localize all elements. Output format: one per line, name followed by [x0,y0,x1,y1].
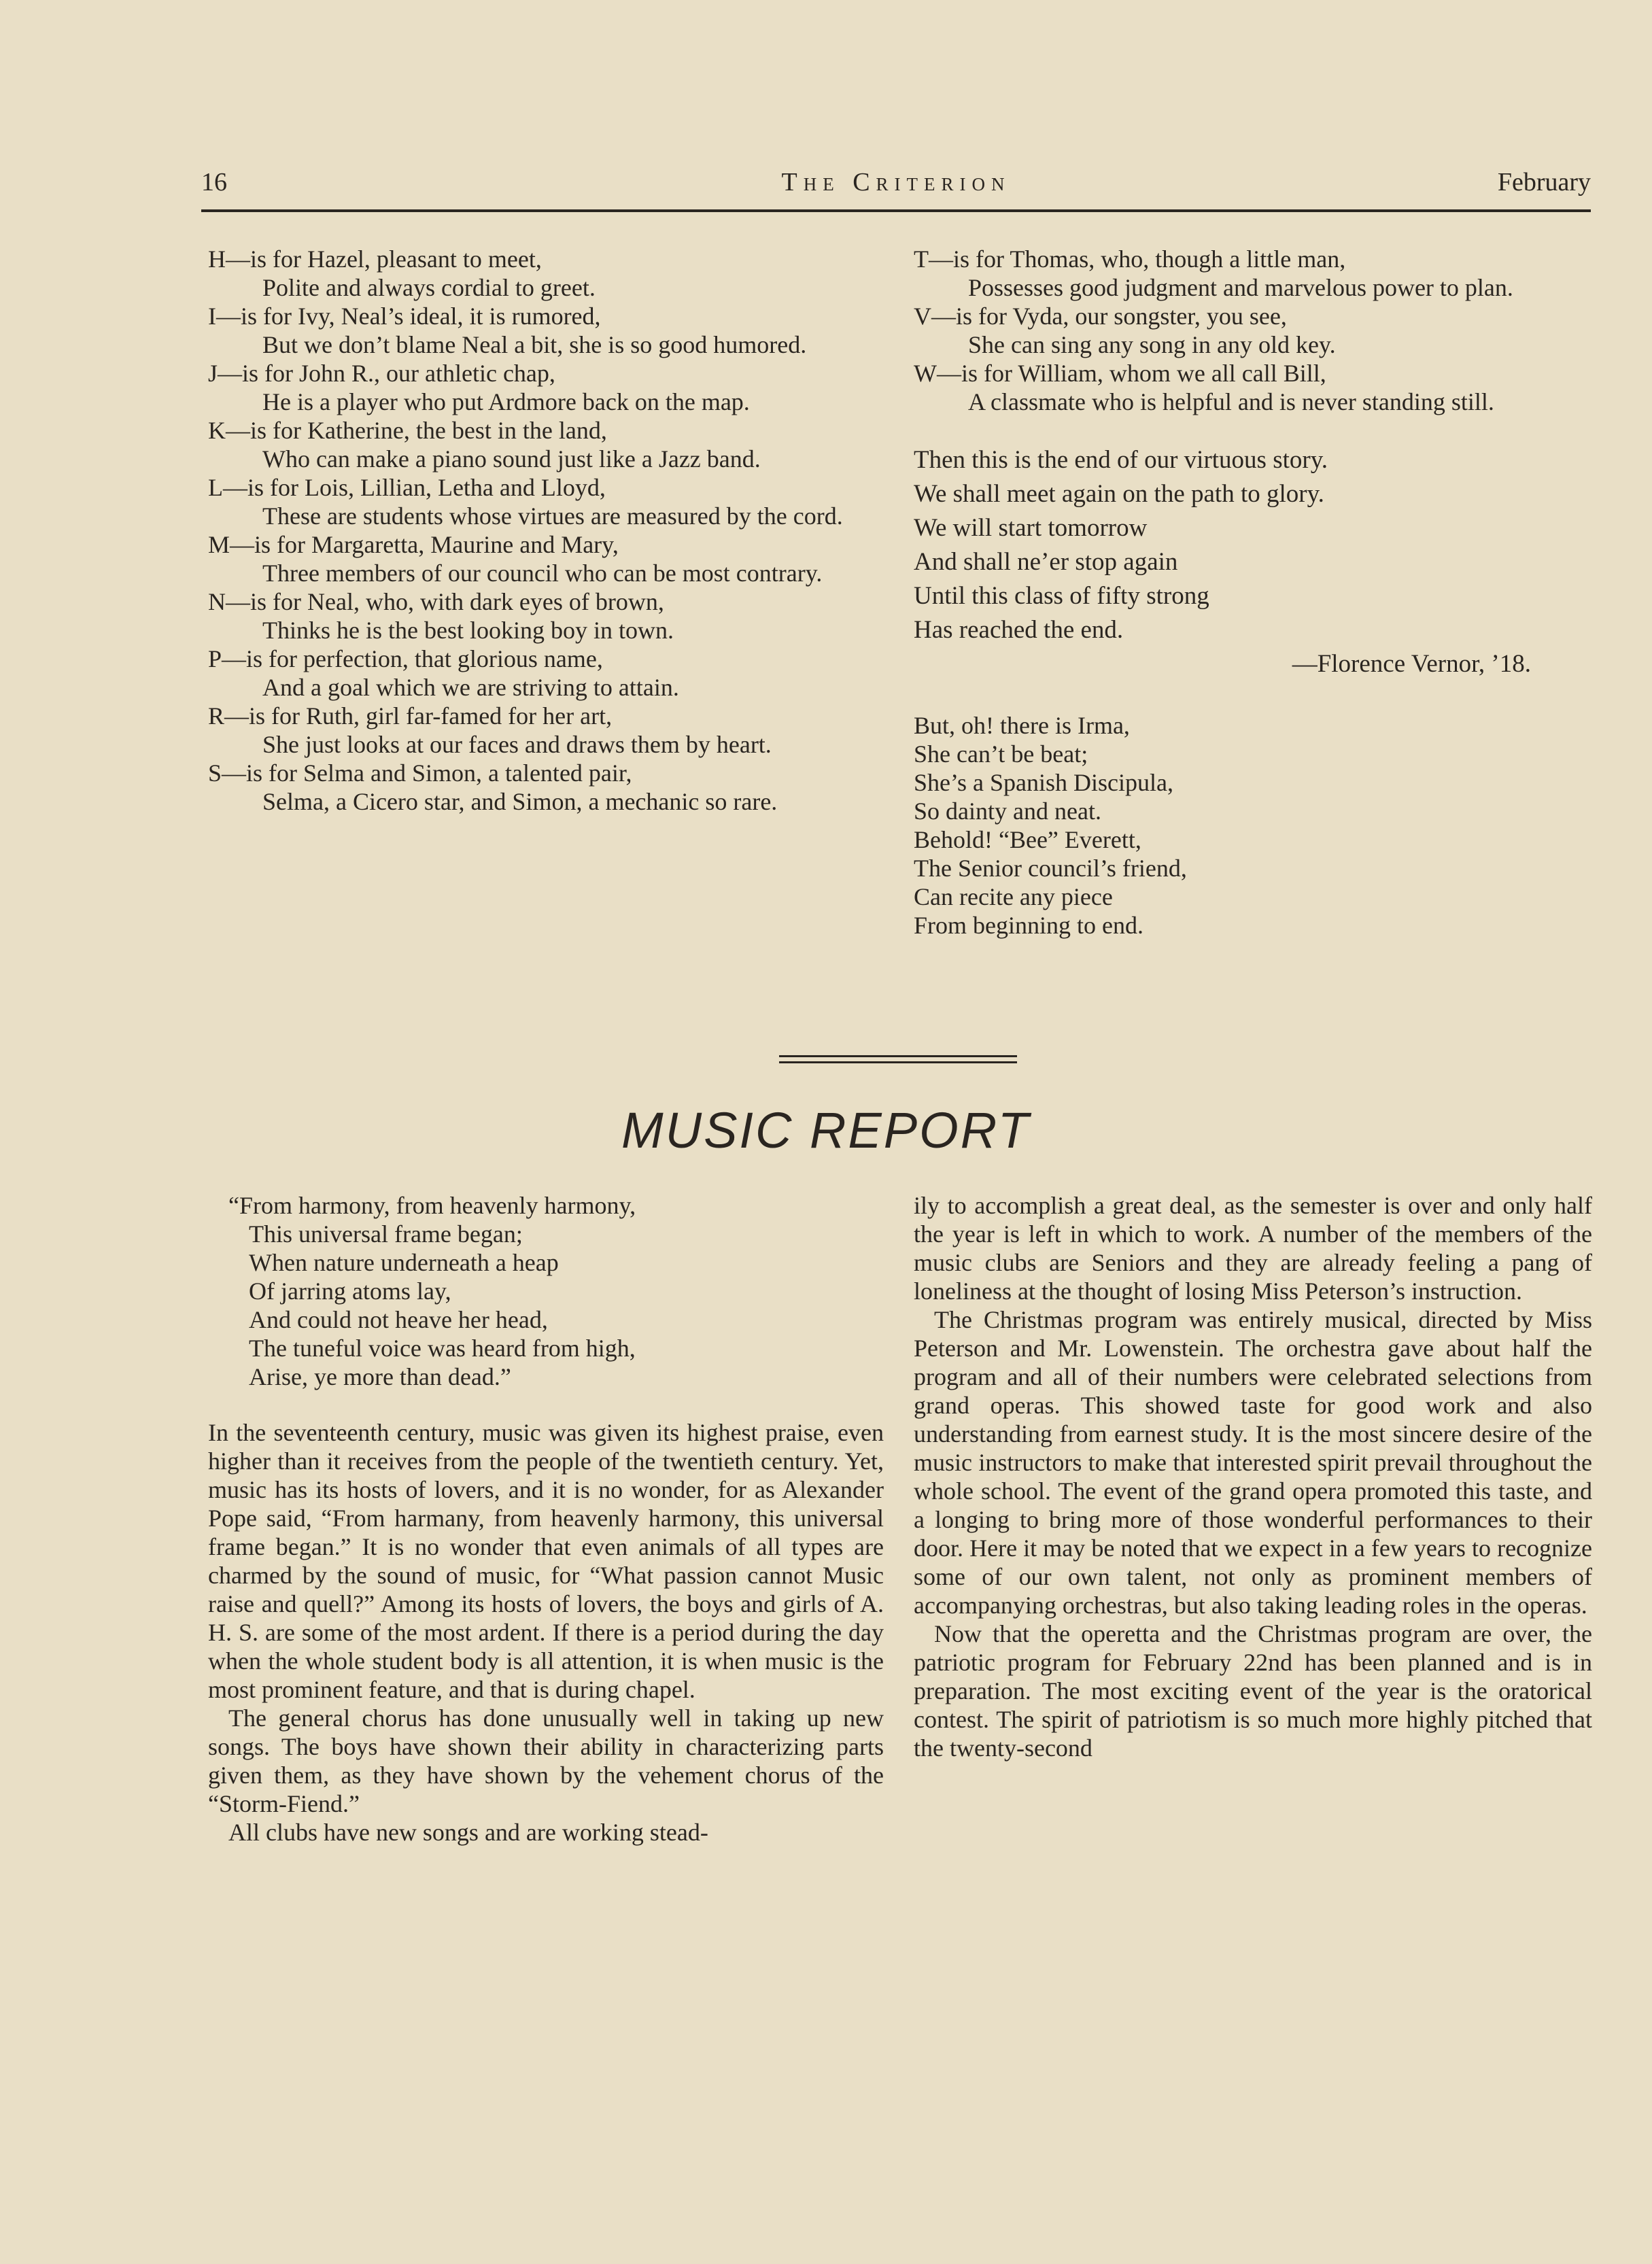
article-paragraph: The Christmas program was entirely musical, directed by Miss Peterson and Mr. Lowenstein. The orchestra gave about half the program and all of their numbers were celebrated selections from grand operas. This showed taste for good work and also understanding from earnest study. It is the most sincere desire of the music instructors to make that interested spirit prevail throughout the whole school. The event of the grand opera promoted this taste, and a longing to bring more of those wonderful performances to their door. Here it may be noted that we expect in a few years to recognize some of our own talent, not only as prominent members of accompanying orchestras, but also taking leading roles in the operas. [914,1306,1592,1619]
poem-entry: P—is for perfection, that glorious name, And a goal which we are striving to attain. [208,645,679,701]
poem-entry: V—is for Vyda, our songster, you see, She can sing any song in any old key. [914,303,1336,358]
article-paragraph: All clubs have new songs and are working stead- [228,1819,708,1846]
article-paragraph: Now that the operetta and the Christmas program are over, the patriotic program for February 22nd has been planned and is in preparation. The most exciting event of the year is the oratorical contest. The spirit of patriotism is so much more highly pitched that the twenty-second [914,1620,1592,1762]
closing-stanza [914,443,1592,681]
poem-entry: W—is for William, whom we all call Bill, A classmate who is helpful and is never standing still. [914,360,1494,415]
section-divider [779,1055,1017,1065]
stanza-line: The Senior council’s friend, [914,855,1187,882]
poem-entry: L—is for Lois, Lillian, Letha and Lloyd, These are students whose virtues are measured by the cord. [208,474,843,530]
poem-right-column [914,245,1592,940]
poem-entry: N—is for Neal, who, with dark eyes of brown, Thinks he is the best looking boy in town. [208,588,674,644]
running-header [201,167,1591,208]
header-rule [201,209,1591,212]
stanza-line: We will start tomorrow [914,514,1148,542]
epigraph-line: When nature underneath a heap [249,1249,559,1276]
poem-entry: K—is for Katherine, the best in the land, Who can make a piano sound just like a Jazz band. [208,417,761,473]
issue-month: February [1497,168,1591,196]
stanza-line: We shall meet again on the path to glory. [914,480,1324,508]
stanza-line: She can’t be beat; [914,740,1088,768]
stanza-line: But, oh! there is Irma, [914,712,1130,739]
section-title: MUSIC REPORT [621,1102,1031,1159]
stanza-line: Then this is the end of our virtuous story. [914,446,1328,474]
poem-left-column [208,245,888,816]
epigraph-line: The tuneful voice was heard from high, [249,1335,636,1362]
poem-signature: —Florence Vernor, ’18. [1292,650,1531,678]
stanza-line: Has reached the end. [914,616,1124,644]
epigraph [228,1191,884,1391]
poem-entry: R—is for Ruth, girl far-famed for her art, She just looks at our faces and draws them by heart. [208,702,772,758]
stanza-line: So dainty and neat. [914,797,1101,825]
stanza-line: She’s a Spanish Discipula, [914,769,1173,796]
poem-entry: M—is for Margaretta, Maurine and Mary, Three members of our council who can be most contrary. [208,531,823,587]
epigraph-line: This universal frame began; [249,1220,523,1248]
stanza-line: From beginning to end. [914,912,1143,939]
stanza-line: Until this class of fifty strong [914,582,1209,610]
stanza-line: Behold! “Bee” Everett, [914,826,1141,853]
irma-stanza [914,711,1592,940]
epigraph-line: Arise, ye more than dead.” [249,1363,511,1390]
article-paragraph: The general chorus has done unusually well in taking up new songs. The boys have shown their ability in characterizing parts given them, as they have shown by the vehement chorus of the “Storm-Fiend.” [208,1704,884,1817]
poem-entry: J—is for John R., our athletic chap, He is a player who put Ardmore back on the map. [208,360,750,415]
stanza-line: Can recite any piece [914,883,1113,910]
stanza-line: And shall ne’er stop again [914,548,1178,576]
poem-entry: T—is for Thomas, who, though a little man, Possesses good judgment and marvelous power to plan. [914,245,1513,301]
poem-entry: S—is for Selma and Simon, a talented pair, Selma, a Cicero star, and Simon, a mechanic so rare. [208,759,778,815]
article-paragraph: In the seventeenth century, music was given its highest praise, even higher than it receives from the people of the twentieth century. Yet, music has its hosts of lovers, and it is no wonder, for as Alexander Pope said, “From harmany, from heavenly harmony, this universal frame began.” It is no wonder that even animals of all types are charmed by the sound of music, for “What passion cannot Music raise and quell?” Among its hosts of lovers, the boys and girls of A. H. S. are some of the most ardent. If there is a period during the day when the whole student body is all attention, it is when music is the most prominent feature, and that is during chapel. [208,1419,884,1703]
epigraph-line: And could not heave her head, [249,1306,548,1333]
poem-entry: H—is for Hazel, pleasant to meet, Polite and always cordial to greet. [208,245,596,301]
article-left-column [208,1191,884,1847]
epigraph-line: Of jarring atoms lay, [249,1277,451,1305]
epigraph-line: “From harmony, from heavenly harmony, [228,1192,636,1219]
journal-title: The Criterion [781,168,1011,196]
poem-entry: I—is for Ivy, Neal’s ideal, it is rumored, But we don’t blame Neal a bit, she is so good humored. [208,303,807,358]
article-right-column [914,1191,1592,1762]
page-number: 16 [201,168,227,196]
article-paragraph: ily to accomplish a great deal, as the semester is over and only half the year is left in which to work. A number of the members of the music clubs are Seniors and they are already feeling a pang of loneliness at the thought of losing Miss Peterson’s instruction. [914,1192,1592,1305]
